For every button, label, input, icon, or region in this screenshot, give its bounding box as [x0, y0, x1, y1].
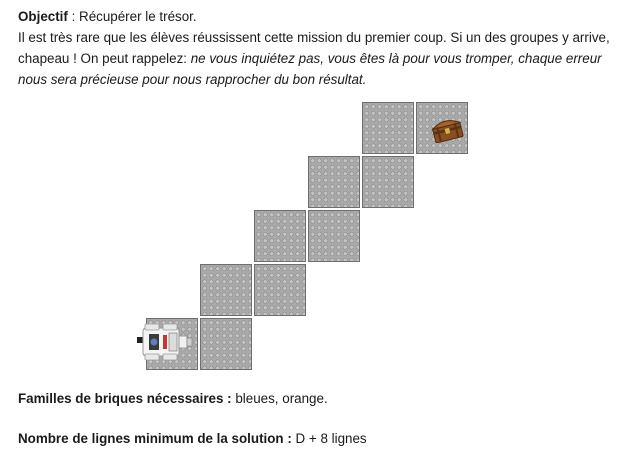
families-label: Familles de briques nécessaires :: [18, 391, 232, 406]
board-tile: [362, 102, 414, 154]
board-tile-goal: [416, 102, 468, 154]
instructions-text: [18, 6, 616, 90]
board-tile: [200, 318, 252, 370]
board-tile-start: [146, 318, 198, 370]
minimum-lines-line: [18, 430, 367, 448]
min-lines-value: D + 8 lignes: [291, 431, 367, 446]
board-tile: [308, 156, 360, 208]
required-families-line: [18, 390, 328, 408]
min-lines-label: Nombre de lignes minimum de la solution :: [18, 431, 292, 446]
board-tile: [254, 264, 306, 316]
objective-label: Objectif: [18, 9, 68, 24]
board-tile: [254, 210, 306, 262]
paragraph-italic: ne vous inquiétez pas, vous êtes là pour vous tromper, chaque erreur nous sera précieuse pour nous rapprocher du bon résultat.: [18, 51, 602, 87]
paragraph-text: Il est très rare que les élèves réussissent cette mission du premier coup. Si un des groupes y arrive, chapeau ! On peut rappelez:: [18, 30, 610, 66]
paragraph: [18, 27, 616, 90]
board-tile: [362, 156, 414, 208]
board-tile: [200, 264, 252, 316]
board-tile: [308, 210, 360, 262]
families-value: bleues, orange.: [231, 391, 328, 406]
robot-icon: [135, 320, 199, 364]
objective-line: [18, 6, 616, 27]
treasure-chest-icon: [430, 115, 464, 143]
objective-text: : Récupérer le trésor.: [67, 9, 197, 24]
